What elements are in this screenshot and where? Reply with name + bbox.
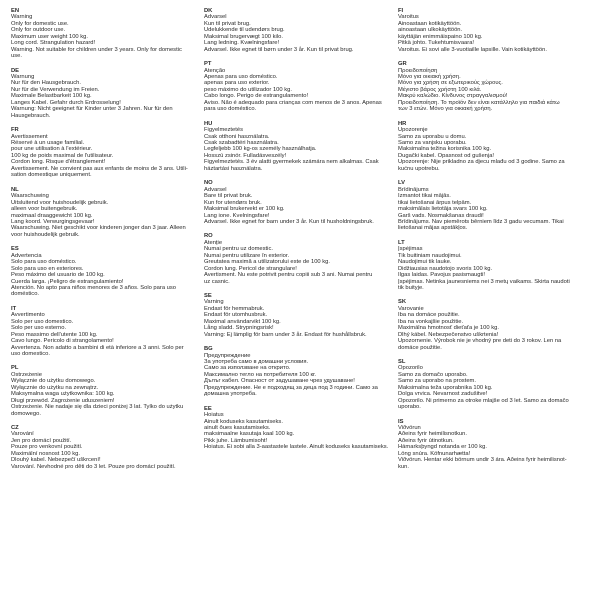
warning-text-line: Ainult koduseks kasutamiseks. <box>204 418 283 425</box>
warning-text-line: Upozorenje <box>398 127 428 134</box>
warning-text-line: Only for outdoor use. <box>11 27 66 34</box>
warning-text-line: Numai pentru uz domestic. <box>204 246 273 253</box>
warning-text-line: tikai lietošanai ārpus telpām. <box>398 199 472 206</box>
language-code: HU <box>204 120 213 127</box>
language-block-gr <box>398 61 596 113</box>
warning-text-line: Avvertimento <box>11 312 45 319</box>
language-block-lv <box>398 180 596 232</box>
warning-text-line: Aðeins fyrir útinotkun. <box>398 437 454 444</box>
warning-text-line: Μέγιστο βάρος χρήστη 100 κιλά. <box>398 86 482 93</box>
language-block-sl <box>398 359 596 411</box>
warning-text-line: Viðvörun. Hentar ekki börnum undir 3 ára. Aðeins fyrir heimilisnot- <box>398 457 567 464</box>
warning-text-line: Varoitus <box>398 14 419 21</box>
warning-text-line: Advarsel. Ikke egnet til børn under 3 år. Kun til privat brug. <box>204 46 354 53</box>
warning-text-line: Μόνο για χρήση σε εξωτερικούς χώρους. <box>398 80 503 87</box>
warning-text-line: Warnung <box>11 73 35 80</box>
warning-text-line: Maksimal brukervekt er 100 kg. <box>204 206 285 213</box>
warning-text-line: voor huishoudelijk gebruik. <box>11 231 80 238</box>
warning-text-line: Dlhý kábel. Nebezpečenstvo uškrtenia! <box>398 331 499 338</box>
language-code: PT <box>204 61 212 68</box>
warning-text-line: Hámarksþyngd notanda er 100 kg. <box>398 444 487 451</box>
language-block-en <box>11 8 207 60</box>
warning-text-line: Garš vads. Nosmakšanas draudi! <box>398 212 484 219</box>
warning-text-line: ainoastaan ulkokäyttöön. <box>398 27 463 34</box>
warning-text-line: Įspėjimas <box>398 246 423 253</box>
warning-text-line: Atenție <box>204 239 223 246</box>
warning-text-line: Samo za vanjsku uporabu. <box>398 140 467 147</box>
warning-text-line: Aðeins fyrir heimilisnotkun. <box>398 431 467 438</box>
language-block-bg <box>204 346 398 398</box>
warning-text-line: Предупреждение <box>204 352 251 359</box>
language-block-lt <box>398 240 596 292</box>
warning-text-line: Samo za domačo uporabo. <box>398 371 468 378</box>
warning-text-line: Varovanie <box>398 305 424 312</box>
warning-text-line: Advarsel <box>204 14 227 21</box>
warning-text-line: Pikk juhe. Lämbumisoht! <box>204 437 268 444</box>
warning-text-line: Hoiatus. Ei sobi alla 3-aastastele lastele. Ainult koduseks kasutamiseks. <box>204 444 389 451</box>
warning-text-line: Brīdinājums. Nav piemērots bērniem līdz 3 gadu vecumam. Tikai <box>398 218 564 225</box>
warning-text-line: Avvertenza. Non adatto a bambini di età inferiore a 3 anni. Solo per <box>11 344 184 351</box>
warning-text-line: Dolga vrvica. Nevarnost zadušitve! <box>398 391 488 398</box>
warning-text-line: Μακρύ καλώδιο. Κίνδυνος στραγγαλισμού! <box>398 93 508 100</box>
warning-text-line: pour une utilisation à l'extérieur. <box>11 146 93 153</box>
warning-text-line: uz casnic. <box>204 278 230 285</box>
language-code: SK <box>398 299 407 306</box>
warning-text-line: Varning: Ej lämplig för barn under 3 år. Endast för hushållsbruk. <box>204 331 367 338</box>
warning-text-line: Iba na domáce použitie. <box>398 312 460 319</box>
warning-text-line: Maksimal brugervægt 100 kilo. <box>204 33 283 40</box>
warning-text-line: uporabo. <box>398 404 421 411</box>
warning-text-line: Hosszú zsinór. Fulladásveszély! <box>204 152 287 159</box>
warning-text-line: Advarsel <box>204 186 227 193</box>
language-block-de <box>11 68 207 120</box>
warning-text-line: Numai pentru utilizare în exterior. <box>204 252 290 259</box>
warning-text-line: Solo per uso esterno. <box>11 325 67 332</box>
language-code: SL <box>398 359 406 366</box>
language-block-fr <box>11 127 207 179</box>
warning-text-line: Samo za uporabu u domu. <box>398 133 467 140</box>
warning-text-line: Warning <box>11 14 33 21</box>
warning-text-line: lietošanai mājas apstākļos. <box>398 225 468 232</box>
warning-text-line: kućnu upotrebu. <box>398 165 440 172</box>
language-code: BG <box>204 346 213 353</box>
warning-text-line: Uitsluitend voor huishoudelijk gebruik. <box>11 199 109 206</box>
warning-column-2 <box>204 8 398 459</box>
warning-text-line: Atención. No apto para niños menores de 3 años. Solo para uso <box>11 284 176 291</box>
language-block-pl <box>11 365 207 417</box>
warning-text-line: Legfeljebb 100 kg-os személy használhatja. <box>204 146 317 153</box>
warning-text-line: tik buityje. <box>398 284 424 291</box>
warning-text-line: των 3 ετών. Μόνο για οικιακή χρήση. <box>398 106 493 113</box>
warning-text-line: Upozorenje: Nije prikladno za djecu mlađu od 3 godine. Samo za <box>398 159 565 166</box>
language-block-cz <box>11 425 207 470</box>
warning-text-line: Lang koord. Verwurgingsgevaar! <box>11 218 95 225</box>
warning-text-line: Įspėjimas. Netinka jaunesniems nei 3 metų vaikams. Skirta naudoti <box>398 278 570 285</box>
language-code: FR <box>11 127 19 134</box>
warning-text-line: Samo za uporabo na prostem. <box>398 378 476 385</box>
warning-text-line: peso máximo do utilizador 100 kg. <box>204 86 292 93</box>
warning-text-line: Nur für die Verwendung im Freien. <box>11 86 100 93</box>
warning-text-line: Maximum user weight 100 kg. <box>11 33 89 40</box>
language-block-dk <box>204 8 398 53</box>
warning-text-line: Figyelmeztetés. 3 év alatti gyermekek számára nem alkalmas. Csak <box>204 159 379 166</box>
warning-text-line: Cuerda larga. ¡Peligro de estrangulamiento! <box>11 278 124 285</box>
warning-text-line: Pitkä johto. Tukehtumisvaara! <box>398 40 475 47</box>
language-code: NL <box>11 186 19 193</box>
warning-text-line: Tik buitiniam naudojimui. <box>398 252 462 259</box>
language-code: LV <box>398 180 405 187</box>
warning-text-line: domáce použitie. <box>398 344 442 351</box>
warning-text-line: Viðvörun <box>398 425 421 431</box>
warning-text-line: Greutatea maximă a utilizatorului este de 100 kg. <box>204 259 330 266</box>
warning-text-line: За употреба само в домашни условия. <box>204 358 309 365</box>
warning-text-line: maksimaalne kasutaja kaal 100 kg. <box>204 431 295 438</box>
language-block-is <box>398 419 596 471</box>
warning-text-line: Figyelmeztetés <box>204 127 243 134</box>
warning-text-line: Maximal användarvikt 100 kg. <box>204 318 281 325</box>
warning-text-line: ainult õues kasutamiseks. <box>204 425 271 431</box>
warning-text-line: Waarschuwing <box>11 193 49 200</box>
warning-text-line: Upozornenie. Výrobok nie je vhodný pre deti do 3 rokov. Len na <box>398 338 562 345</box>
warning-text-line: apenas para uso exterior. <box>204 80 270 87</box>
warning-text-line: Csak szabadtéri használatra. <box>204 140 279 147</box>
warning-text-line: Avertissement <box>11 133 48 140</box>
warning-text-line: Maksimalna težina korisnika 100 kg. <box>398 146 492 153</box>
warning-text-line: Długi przewód. Zagrożenie uduszeniem! <box>11 397 115 404</box>
warning-text-line: Langes Kabel. Gefahr durch Erdrosselung! <box>11 99 121 106</box>
warning-text-line: Maximální nosnost 100 kg. <box>11 450 80 457</box>
language-code: ES <box>11 246 19 253</box>
warning-text-line: Csak otthoni használatra. <box>204 133 270 140</box>
warning-text-line: Peso máximo del usuario de 100 kg. <box>11 272 105 279</box>
warning-text-line: Lång sladd. Strypningsrisk! <box>204 325 274 332</box>
language-block-hu <box>204 121 398 173</box>
warning-text-line: Long cord. Strangulation hazard! <box>11 40 96 47</box>
language-block-es <box>11 246 207 298</box>
warning-text-line: Udelukkende til udendørs brug. <box>204 27 285 34</box>
language-block-it <box>11 306 207 358</box>
language-code: DK <box>204 8 213 14</box>
language-block-se <box>204 293 398 338</box>
warning-text-line: sation domestique uniquement. <box>11 172 92 179</box>
warning-text-line: Maximale Belastbarkeit 100 kg. <box>11 93 92 100</box>
warning-text-line: Brīdinājums <box>398 186 429 193</box>
language-code: RO <box>204 233 213 240</box>
warning-text-line: Avertissement. Ne convient pas aux enfants de moins de 3 ans. Utili- <box>11 165 188 172</box>
language-block-no <box>204 180 398 225</box>
warning-text-line: Dugački kabel. Opasnost od gušenja! <box>398 152 495 159</box>
language-code: LT <box>398 239 405 246</box>
language-block-fi <box>398 8 596 53</box>
warning-text-line: Solo para uso en exteriores. <box>11 265 84 272</box>
warning-text-line: Maksimalna teža uporabnika 100 kg. <box>398 384 493 391</box>
warning-text-line: Endast för utomhusbruk. <box>204 312 268 319</box>
warning-text-line: Opozorilo <box>398 365 423 372</box>
warning-text-line: Jen pro domácí použití. <box>11 437 72 444</box>
language-code: GR <box>398 61 407 68</box>
warning-text-line: kun. <box>398 463 409 470</box>
warning-text-line: Varování <box>11 431 34 438</box>
warning-text-line: Dlouhý kabel. Nebezpečí uškrcení! <box>11 457 101 464</box>
language-code: CZ <box>11 425 19 432</box>
warning-text-line: Ainoastaan kotikäyttöön. <box>398 20 462 27</box>
warning-text-line: Cordon lung. Pericol de strangulare! <box>204 265 297 272</box>
warning-text-line: Apenas para uso doméstico. <box>204 73 278 80</box>
warning-column-1 <box>11 8 207 478</box>
warning-text-line: Iba na vonkajšie použitie. <box>398 318 464 325</box>
warning-text-line: Varoitus. Ei sovi alle 3-vuotiaille lapsille. Vain kotikäyttöön. <box>398 46 547 53</box>
warning-text-line: Lang ione. Kvelningsfare! <box>204 212 270 219</box>
warning-text-line: Bare til privat bruk. <box>204 193 253 200</box>
language-block-hr <box>398 121 596 173</box>
warning-text-line: käyttäjän enimmäispaino 100 kg. <box>398 33 483 40</box>
warning-text-line: Maximálna hmotnosť dieťaťa je 100 kg. <box>398 325 499 332</box>
warning-text-line: Maksymalna waga użytkownika: 100 kg. <box>11 391 115 398</box>
warning-text-line: Solo para uso doméstico. <box>11 259 77 266</box>
warning-text-line: uso domestico. <box>11 351 50 358</box>
warning-text-line: háztartási használatra. <box>204 165 263 172</box>
warning-text-line: Endast för hemmabruk. <box>204 305 265 312</box>
warning-text-line: Avertisment. Nu este potrivit pentru copiii sub 3 ani. Numai pentru <box>204 272 373 279</box>
warning-text-line: Максимално тегло на потребителя 100 кг. <box>204 371 317 378</box>
warning-text-line: maximaal draaggewicht 100 kg. <box>11 212 93 219</box>
language-code: PL <box>11 365 19 372</box>
warning-text-line: use. <box>11 53 22 60</box>
warning-text-line: Lang ledning. Kvælningsfare! <box>204 40 280 47</box>
warning-text-line: Hausgebrauch. <box>11 112 51 119</box>
warning-text-line: Wyłącznie do użytku domowego. <box>11 378 96 385</box>
language-code: HR <box>398 120 407 127</box>
language-block-sk <box>398 299 596 351</box>
warning-text-line: Προειδοποίηση. Το προϊόν δεν είναι κατάλληλο για παιδιά κάτω <box>398 99 560 106</box>
warning-text-line: Warnung: Nicht geeignet für Kinder unter 3 Jahren. Nur für den <box>11 106 173 113</box>
warning-text-line: Предупреждение. Не е подходящ за деца под 3 години. Само за <box>204 384 378 391</box>
warning-text-line: Ostrzeżenie. Nie nadaje się dla dzieci poniżej 3 lat. Tylko do użytku <box>11 404 184 411</box>
warning-text-line: Hoiatus <box>204 412 224 419</box>
warning-text-line: Само за използване на открито. <box>204 365 291 372</box>
warning-text-line: Kun til privat brug. <box>204 20 251 27</box>
warning-text-line: 100 kg de poids maximal de l'utilisateur. <box>11 152 114 159</box>
language-block-pt <box>204 61 398 113</box>
warning-text-line: Cavo lungo. Pericolo di strangolamento! <box>11 338 114 345</box>
warning-text-line: para uso doméstico. <box>204 106 257 113</box>
warning-text-line: Varování. Nevhodné pro děti do 3 let. Pouze pro domácí použití. <box>11 463 176 470</box>
warning-text-line: Opozorilo. Ni primerno za otroke mlajše od 3 let. Samo za domačo <box>398 397 569 404</box>
language-block-ee <box>204 406 398 451</box>
warning-text-line: Προειδοποίηση <box>398 67 438 74</box>
warning-text-line: Cordon long. Risque d'étranglement! <box>11 159 106 166</box>
warning-text-line: Varning <box>204 299 224 306</box>
warning-text-line: Aviso. Não é adequado para crianças com menos de 3 anos. Apenas <box>204 99 382 106</box>
language-code: EE <box>204 405 212 412</box>
warning-text-line: doméstico. <box>11 291 40 298</box>
warning-text-line: Advarsel. Ikke egnet for barn under 3 år. Kun til husholdningsbruk. <box>204 218 374 225</box>
warning-text-line: Pouze pro venkovní použití. <box>11 444 83 451</box>
warning-column-3 <box>398 8 596 478</box>
warning-text-line: Réservé à un usage familial. <box>11 140 85 147</box>
language-code: DE <box>11 67 20 74</box>
warning-text-line: Wyłącznie do użytku na zewnątrz. <box>11 384 99 391</box>
language-block-nl <box>11 187 207 239</box>
warning-text-line: Cabo longo. Perigo de estrangulamento! <box>204 93 309 100</box>
warning-text-line: Löng snúra. Köfnunarhætta! <box>398 450 471 457</box>
warning-text-line: Kun for utendørs bruk. <box>204 199 262 206</box>
warning-text-line: Waarschuwing. Niet geschikt voor kinderen jonger dan 3 jaar. Alleen <box>11 225 186 232</box>
language-block-ro <box>204 233 398 285</box>
language-code: FI <box>398 8 404 14</box>
language-code: IT <box>11 305 17 312</box>
language-code: NO <box>204 180 213 187</box>
warning-text-line: Didžiausias naudotojo svoris 100 kg. <box>398 265 493 272</box>
language-code: SE <box>204 292 212 299</box>
warning-text-line: Warning. Not suitable for children under 3 years. Only for domestic <box>11 46 182 53</box>
warning-text-line: alleen voor buitengebruik. <box>11 206 78 213</box>
warning-text-line: Дълъг кабел. Опасност от задушаване чрез удушаване! <box>204 378 355 385</box>
warning-text-line: Advertencia <box>11 252 42 259</box>
language-code: IS <box>398 418 404 425</box>
warning-text-line: Nur für den Hausgebrauch. <box>11 80 81 87</box>
warning-text-line: Only for domestic use. <box>11 20 69 27</box>
warning-text-line: Naudojimui tik lauke. <box>398 259 452 266</box>
warning-text-line: Μόνο για οικιακή χρήση. <box>398 73 461 80</box>
warning-text-line: Solo per uso domestico. <box>11 318 74 325</box>
warning-text-line: Peso massimo dell'utente 100 kg. <box>11 331 98 338</box>
warning-text-line: maksimālais lietotāja svars 100 kg. <box>398 206 488 213</box>
warning-text-line: Izmantot tikai mājās. <box>398 193 451 200</box>
warning-text-line: Ilgas laidas. Pavojus pasismaugti! <box>398 272 485 279</box>
warning-text-line: Ostrzeżenie <box>11 371 42 378</box>
language-code: EN <box>11 8 20 14</box>
warning-text-line: домашна употреба. <box>204 391 257 398</box>
warning-text-line: Atenção <box>204 67 226 74</box>
warning-text-line: domowego. <box>11 410 41 417</box>
